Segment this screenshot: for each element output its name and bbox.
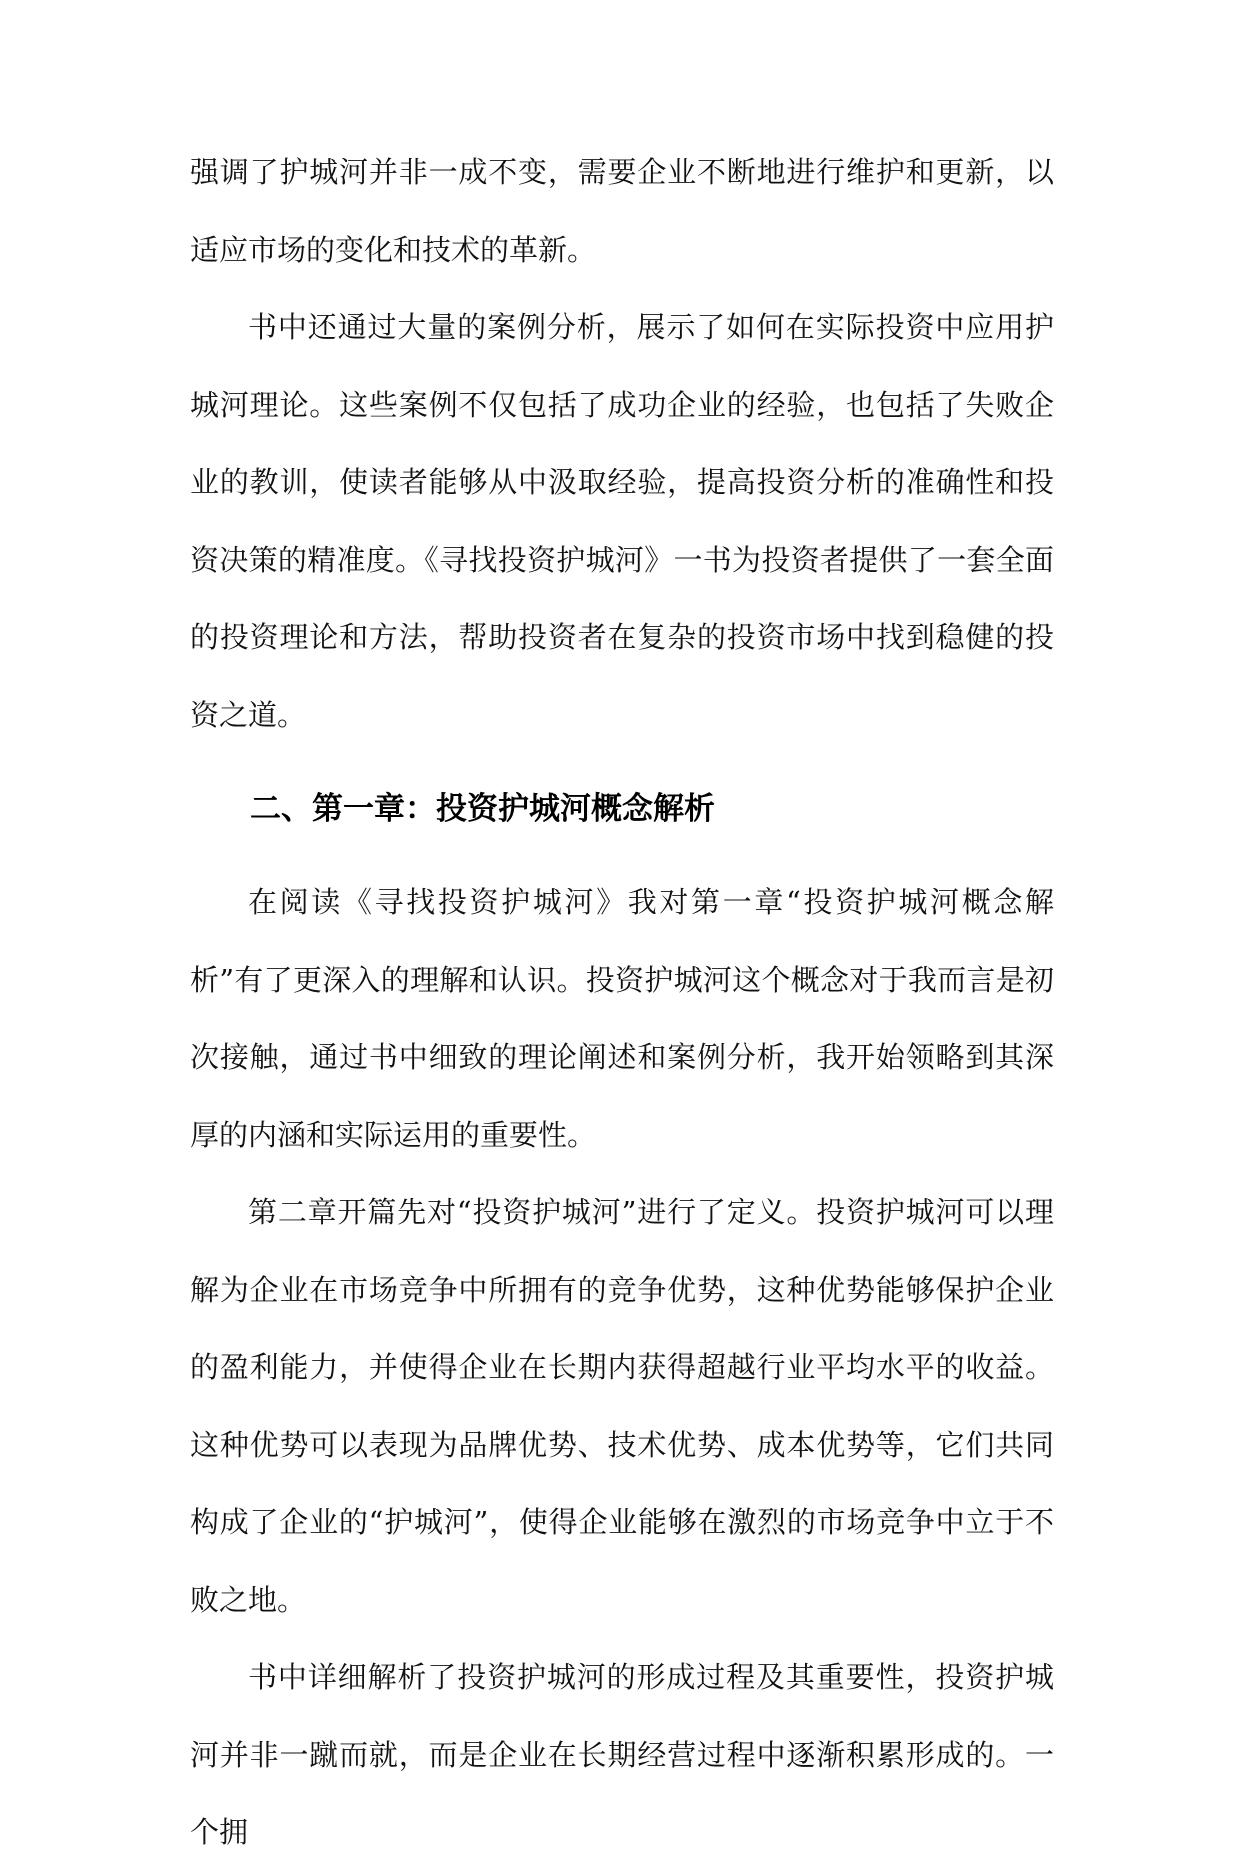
section-heading: 二、第一章：投资护城河概念解析 bbox=[250, 791, 715, 827]
paragraph-moat-formation: 书中详细解析了投资护城河的形成过程及其重要性，投资护城河并非一蹴而就，而是企业在长期经营过程中逐渐积累形成的。一个拥 bbox=[190, 1660, 1054, 1849]
paragraph-reading-chapter-one: 在阅读《寻找投资护城河》我对第一章“投资护城河概念解析”有了更深入的理解和认识。投资护城河这个概念对于我而言是初次接触，通过书中细致的理论阐述和案例分析，我开始领略到其深厚的内涵和实际运用的重要性。 bbox=[190, 885, 1054, 1152]
paragraph-case-analysis: 书中还通过大量的案例分析，展示了如何在实际投资中应用护城河理论。这些案例不仅包括了成功企业的经验，也包括了失败企业的教训，使读者能够从中汲取经验，提高投资分析的准确性和投资决策的精准度。《寻找投资护城河》一书为投资者提供了一套全面的投资理论和方法，帮助投资者在复杂的投资市场中找到稳健的投资之道。 bbox=[190, 310, 1054, 732]
document-body bbox=[190, 134, 1054, 1872]
paragraph-continued: 强调了护城河并非一成不变，需要企业不断地进行维护和更新，以适应市场的变化和技术的革新。 bbox=[190, 155, 1054, 267]
paragraph-moat-definition: 第二章开篇先对“投资护城河”进行了定义。投资护城河可以理解为企业在市场竞争中所拥有的竞争优势，这种优势能够保护企业的盈利能力，并使得企业在长期内获得超越行业平均水平的收益。这种优势可以表现为品牌优势、技术优势、成本优势等，它们共同构成了企业的“护城河”，使得企业能够在激烈的市场竞争中立于不败之地。 bbox=[190, 1195, 1054, 1617]
